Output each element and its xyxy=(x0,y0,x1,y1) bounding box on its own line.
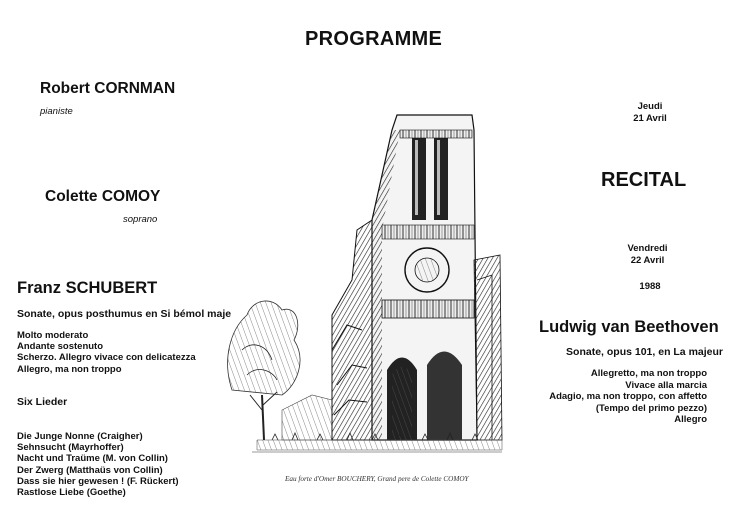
event-title: RECITAL xyxy=(601,169,687,191)
performer-role-pianist: pianiste xyxy=(40,106,73,117)
cathedral-engraving-icon xyxy=(222,110,504,472)
beethoven-movement: Allegro xyxy=(674,414,707,425)
beethoven-movement: (Tempo del primo pezzo) xyxy=(595,402,707,414)
date-second-date: 22 Avril xyxy=(630,255,665,266)
date-second-day: Vendredi xyxy=(627,243,668,254)
lieder-heading: Six Lieder xyxy=(17,396,68,408)
beethoven-movement: Vivace alla marcia xyxy=(625,379,707,391)
schubert-movement: Scherzo. Allegro vivace con delicatezza xyxy=(17,352,196,364)
schubert-movement: Molto moderato xyxy=(17,330,89,341)
beethoven-movement: Allegretto, ma non troppo xyxy=(590,368,707,379)
date-first-date: 21 Avril xyxy=(633,113,667,124)
lied-item: Nacht und Traüme (M. von Collin) xyxy=(17,453,168,465)
beethoven-sonata: Sonate, opus 101, en La majeur xyxy=(566,346,723,358)
lieder-list xyxy=(17,431,179,498)
schubert-sonata: Sonate, opus posthumus en Si bémol maje xyxy=(17,308,232,320)
performer-role-soprano: soprano xyxy=(123,214,158,225)
date-year: 1988 xyxy=(639,281,661,292)
schubert-composer: Franz SCHUBERT xyxy=(17,279,158,297)
lied-item: Der Zwerg (Matthaüs von Collin) xyxy=(17,464,163,476)
performer-name-soprano: Colette COMOY xyxy=(45,188,161,205)
lied-item: Sehnsucht (Mayrhoffer) xyxy=(17,442,124,454)
date-first-day: Jeudi xyxy=(637,101,663,112)
beethoven-movements xyxy=(549,368,707,426)
schubert-movement: Allegro, ma non troppo xyxy=(17,363,122,375)
page-title: PROGRAMME xyxy=(305,28,443,50)
schubert-movements xyxy=(17,330,196,375)
performer-name-pianist: Robert CORNMAN xyxy=(40,80,176,97)
cathedral xyxy=(332,115,502,440)
lied-item: Rastlose Liebe (Goethe) xyxy=(17,487,126,499)
schubert-movement: Andante sostenuto xyxy=(17,341,104,353)
beethoven-composer: Ludwig van Beethoven xyxy=(539,318,719,336)
lied-item: Die Junge Nonne (Craigher) xyxy=(17,431,143,442)
illustration-caption: Eau forte d'Omer BOUCHERY, Grand pere de Colette COMOY xyxy=(285,475,469,483)
beethoven-movement: Adagio, ma non troppo, con affetto xyxy=(549,391,707,402)
lied-item: Dass sie hier gewesen ! (F. Rückert) xyxy=(17,475,179,487)
